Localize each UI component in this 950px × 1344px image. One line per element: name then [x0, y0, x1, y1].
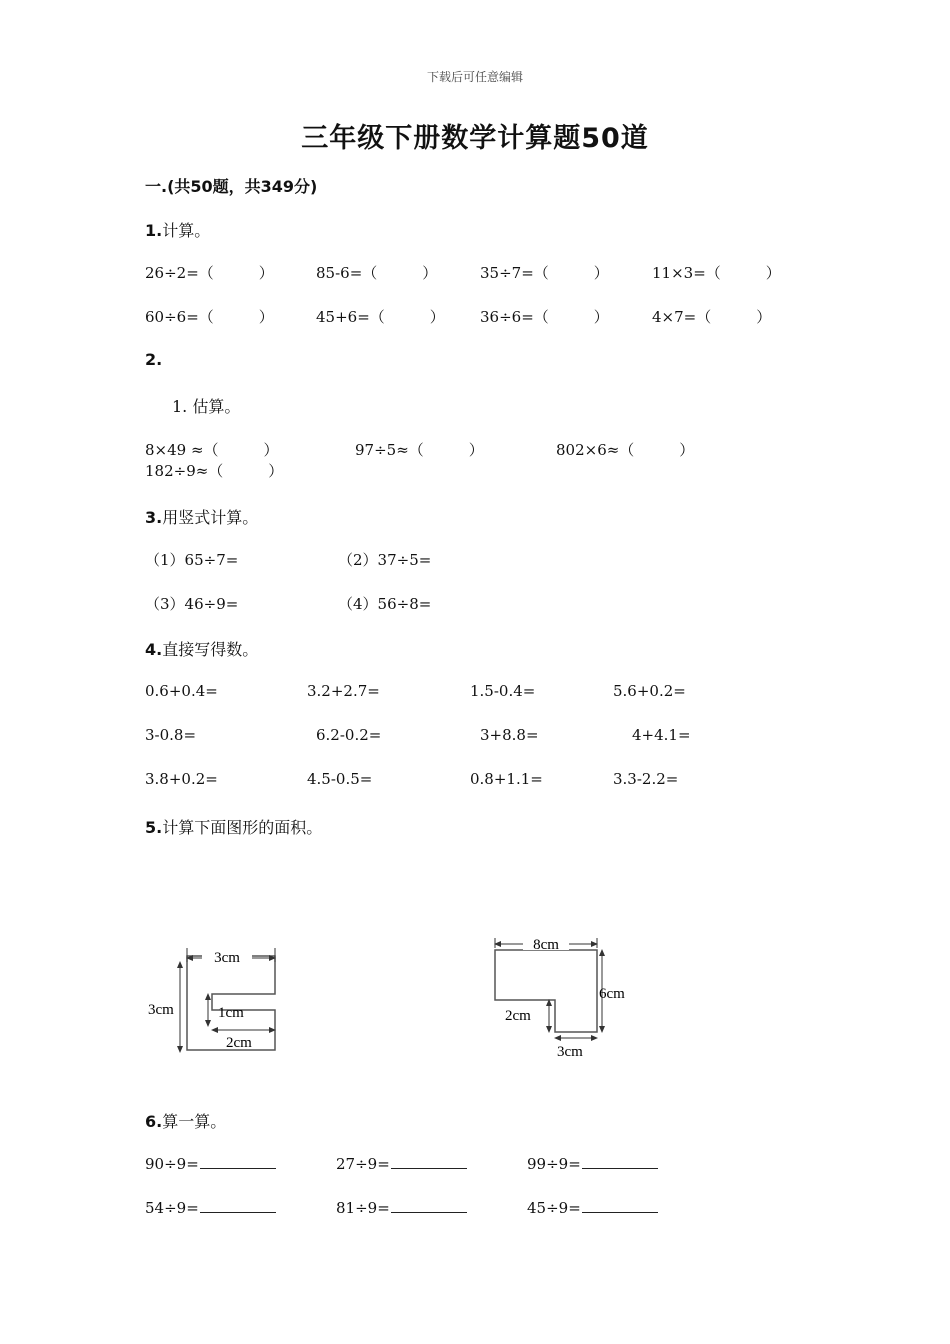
question-3-heading: [145, 505, 258, 528]
q2-item: 97÷5≈（ ）: [355, 441, 484, 459]
q3-item: （3）46÷9=: [145, 595, 239, 613]
q4-item: 4.5-0.5=: [307, 770, 373, 788]
q1-item: 11×3=（ ）: [652, 264, 781, 282]
q4-item: 3.8+0.2=: [145, 770, 218, 788]
q6-expression: 90÷9=: [145, 1155, 199, 1173]
q1-item: 85-6=（ ）: [316, 264, 438, 282]
question-number: 3.: [145, 508, 163, 527]
q1-item: 45+6=（ ）: [316, 308, 445, 326]
question-number: 1.: [145, 221, 163, 240]
answer-blank[interactable]: [582, 1154, 658, 1169]
q3-item: （1）65÷7=: [145, 551, 239, 569]
q4-item: 3.2+2.7=: [307, 682, 380, 700]
question-number: 4.: [145, 640, 163, 659]
question-number: 6.: [145, 1112, 163, 1131]
fig1-left-label: 3cm: [148, 1002, 174, 1018]
fig2-right-label: 6cm: [599, 986, 625, 1002]
question-number: 5.: [145, 818, 163, 837]
q2-item: 8×49 ≈（ ）: [145, 441, 279, 459]
q4-item: 0.6+0.4=: [145, 682, 218, 700]
question-4-heading: [145, 637, 258, 660]
question-5-heading: [145, 815, 322, 838]
fig1-bottom-label: 2cm: [226, 1035, 252, 1051]
q6-item: [145, 1198, 276, 1217]
q6-item: [527, 1154, 658, 1173]
q6-expression: 99÷9=: [527, 1155, 581, 1173]
question-text: 计算。: [162, 221, 211, 240]
question-6-heading: [145, 1109, 226, 1132]
page-title: 三年级下册数学计算题50道: [301, 123, 649, 154]
q1-item: 36÷6=（ ）: [480, 308, 609, 326]
q3-item: （4）56÷8=: [338, 595, 432, 613]
q4-item: 6.2-0.2=: [316, 726, 382, 744]
q1-item: 26÷2=（ ）: [145, 264, 274, 282]
q2-item: 802×6≈（ ）: [556, 441, 695, 459]
q1-item: 4×7=（ ）: [652, 308, 772, 326]
fig1-top-label: 3cm: [214, 950, 240, 966]
q4-item: 3-0.8=: [145, 726, 197, 744]
q1-item: 35÷7=（ ）: [480, 264, 609, 282]
q6-item: [336, 1198, 467, 1217]
q3-item: （2）37÷5=: [338, 551, 432, 569]
question-2-subtitle: 1. 估算。: [172, 397, 241, 416]
q6-expression: 81÷9=: [336, 1199, 390, 1217]
q6-expression: 54÷9=: [145, 1199, 199, 1217]
fig2-top-label: 8cm: [533, 937, 559, 953]
question-1-heading: [145, 218, 210, 241]
figure-2-l-shape: [485, 928, 655, 1063]
q4-item: 1.5-0.4=: [470, 682, 536, 700]
question-number: 2.: [145, 350, 163, 369]
answer-blank[interactable]: [391, 1198, 467, 1213]
fig1-middle-label: 1cm: [218, 1005, 244, 1021]
q6-expression: 45÷9=: [527, 1199, 581, 1217]
q6-expression: 27÷9=: [336, 1155, 390, 1173]
figure-1-e-shape: [140, 930, 300, 1060]
question-text: 算一算。: [162, 1112, 227, 1131]
q4-item: 4+4.1=: [632, 726, 691, 744]
answer-blank[interactable]: [200, 1154, 276, 1169]
q4-item: 5.6+0.2=: [613, 682, 686, 700]
answer-blank[interactable]: [582, 1198, 658, 1213]
q2-item: 182÷9≈（ ）: [145, 462, 284, 480]
fig2-bottom-label: 3cm: [557, 1044, 583, 1060]
answer-blank[interactable]: [391, 1154, 467, 1169]
q6-item: [336, 1154, 467, 1173]
question-text: 直接写得数。: [162, 640, 259, 659]
answer-blank[interactable]: [200, 1198, 276, 1213]
fig2-left-label: 2cm: [505, 1008, 531, 1024]
q4-item: 3.3-2.2=: [613, 770, 679, 788]
question-text: 用竖式计算。: [162, 508, 259, 527]
q6-item: [527, 1198, 658, 1217]
header-note: 下载后可任意编辑: [426, 70, 523, 84]
question-2-heading: [145, 350, 162, 369]
q6-item: [145, 1154, 276, 1173]
q1-item: 60÷6=（ ）: [145, 308, 274, 326]
q4-item: 0.8+1.1=: [470, 770, 543, 788]
question-text: 计算下面图形的面积。: [162, 818, 323, 837]
section-heading: 一.(共50题，共349分): [145, 177, 318, 196]
q4-item: 3+8.8=: [480, 726, 539, 744]
